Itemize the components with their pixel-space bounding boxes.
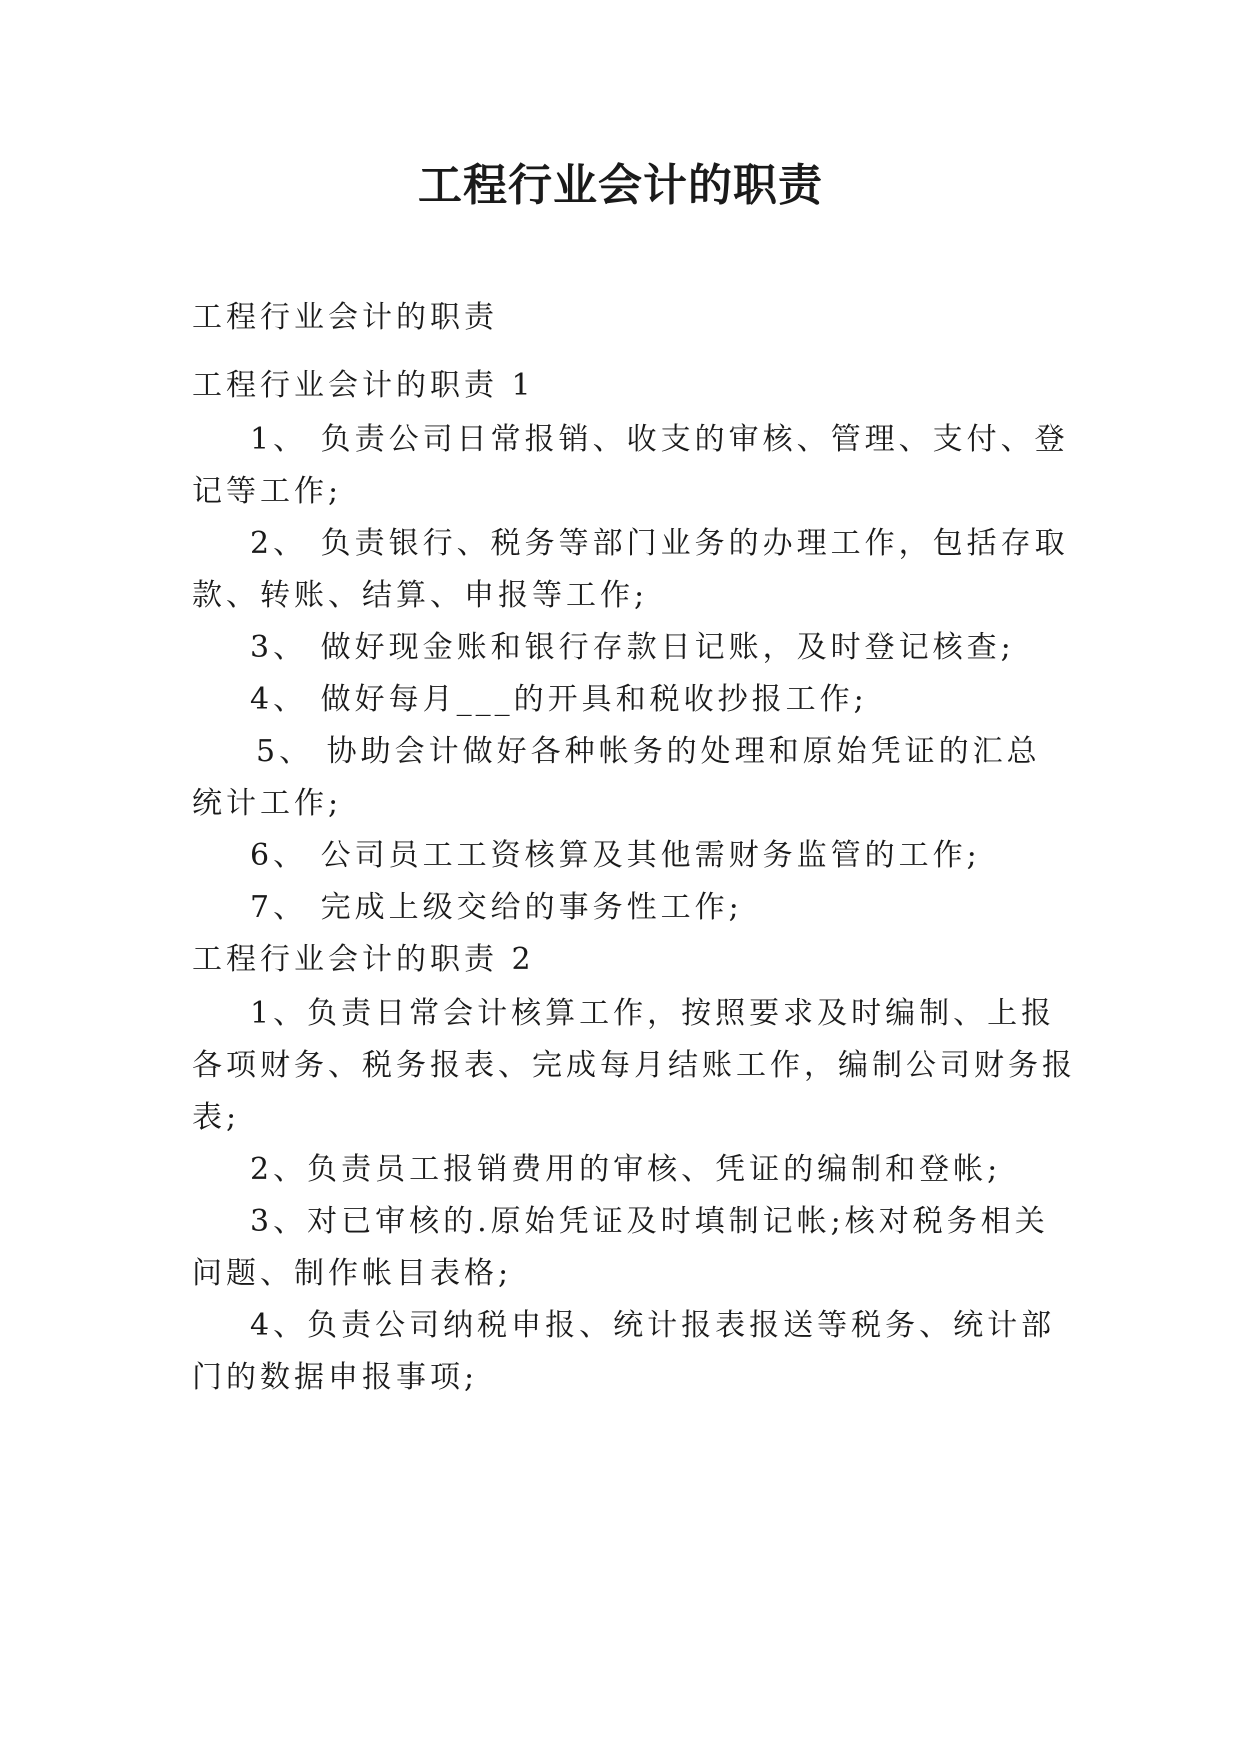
section1-item5-line1: 5、 协助会计做好各种帐务的处理和原始凭证的汇总 <box>256 734 1041 769</box>
section2-item4-line2: 门的数据申报事项; <box>192 1360 479 1395</box>
section1-item1-line2: 记等工作; <box>192 474 343 509</box>
section1-item5-line2: 统计工作; <box>192 786 343 821</box>
section1-item4-line1: 4、 做好每月___的开具和税收抄报工作; <box>250 682 868 717</box>
section1-item3-line1: 3、 做好现金账和银行存款日记账，及时登记核查; <box>250 630 1015 665</box>
section1-item2-line2: 款、转账、结算、申报等工作; <box>192 578 649 613</box>
document-title: 工程行业会计的职责 <box>418 160 823 211</box>
section2-item2-line1: 2、负责员工报销费用的审核、凭证的编制和登帐; <box>250 1152 1002 1187</box>
document-subtitle: 工程行业会计的职责 <box>192 300 498 335</box>
section2-item1-line1: 1、负责日常会计核算工作，按照要求及时编制、上报 <box>250 996 1056 1031</box>
section1-item2-line1: 2、 负责银行、税务等部门业务的办理工作，包括存取 <box>250 526 1069 561</box>
section1-item1-line1: 1、 负责公司日常报销、收支的审核、管理、支付、登 <box>250 422 1069 457</box>
section2-item3-line2: 问题、制作帐目表格; <box>192 1256 513 1291</box>
section2-heading: 工程行业会计的职责 2 <box>192 942 535 977</box>
section2-item3-line1: 3、对已审核的.原始凭证及时填制记帐;核对税务相关 <box>250 1204 1049 1239</box>
section1-heading: 工程行业会计的职责 1 <box>192 368 535 403</box>
section1-item7-line1: 7、 完成上级交给的事务性工作; <box>250 890 743 925</box>
section2-item1-line2: 各项财务、税务报表、完成每月结账工作，编制公司财务报 <box>192 1048 1076 1083</box>
section2-item1-line3: 表; <box>192 1100 241 1135</box>
section1-item6-line1: 6、 公司员工工资核算及其他需财务监管的工作; <box>250 838 981 873</box>
section2-item4-line1: 4、负责公司纳税申报、统计报表报送等税务、统计部 <box>250 1308 1056 1343</box>
